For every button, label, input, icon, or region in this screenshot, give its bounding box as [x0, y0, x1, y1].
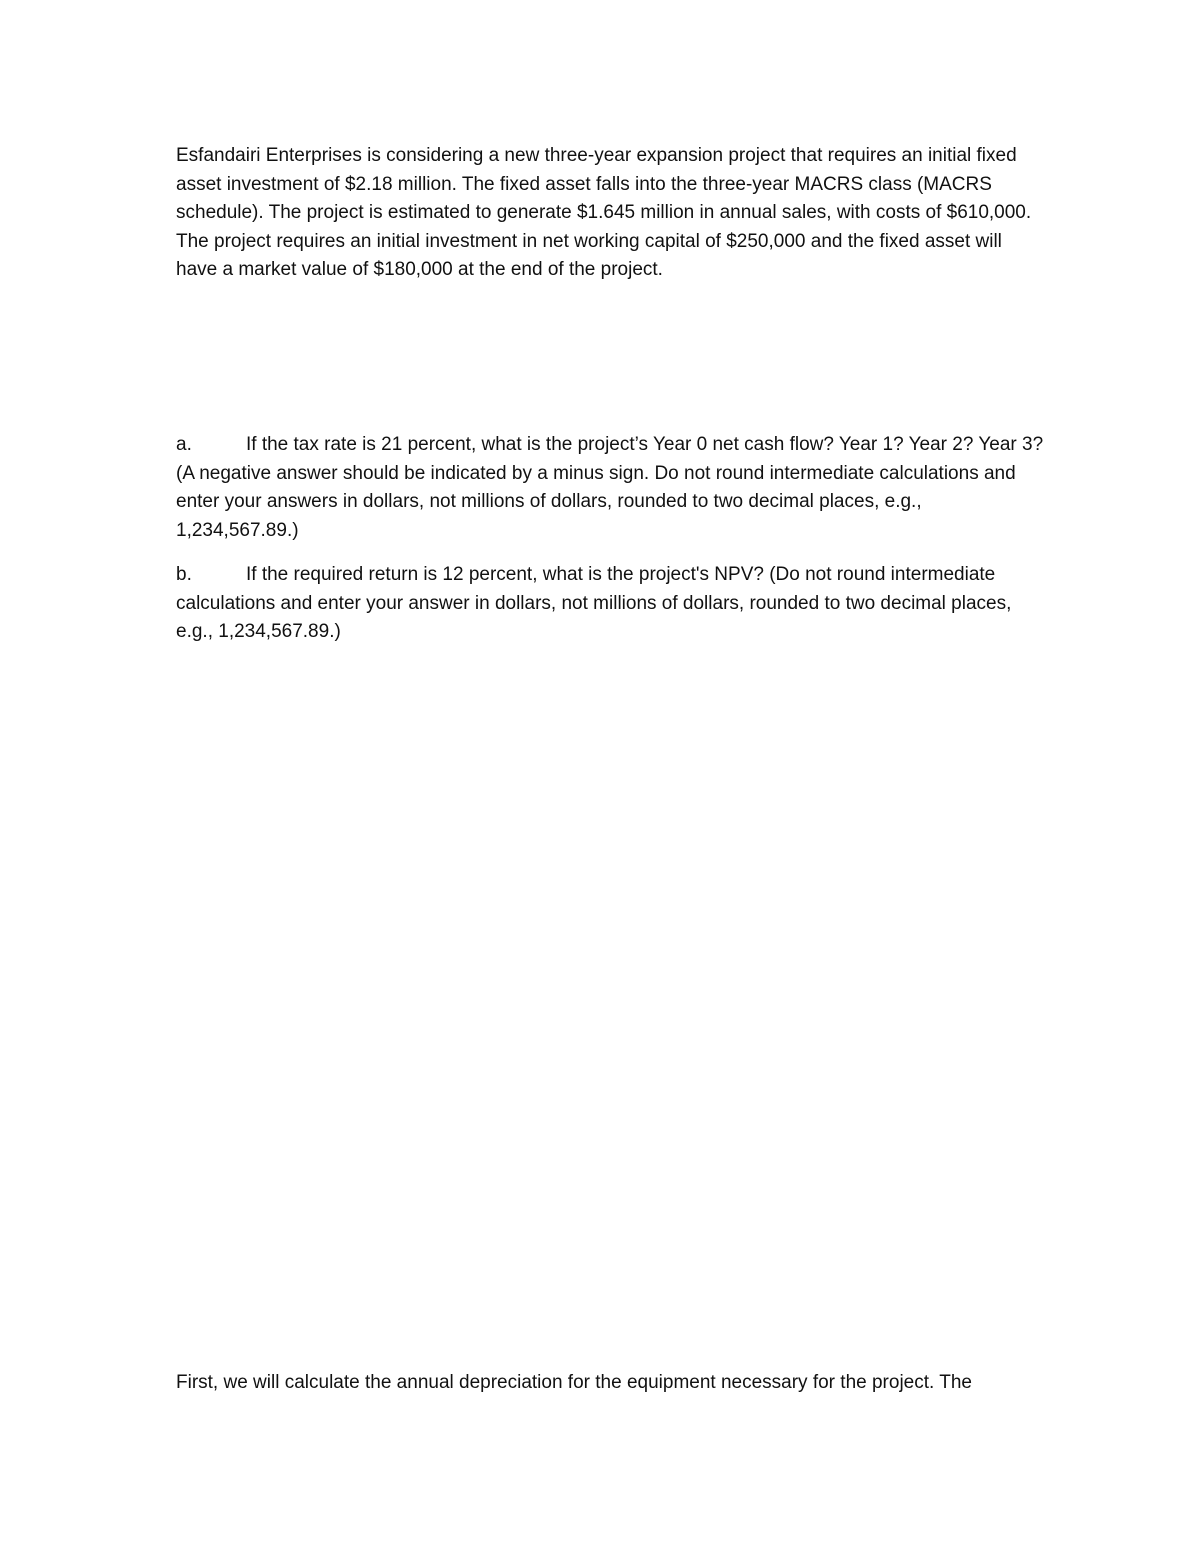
- question-a-text: If the tax rate is 21 percent, what is the project’s Year 0 net cash flow? Year 1? Year 2? Year 3? (A negative answer should be indicated by a minus sign. Do not round intermediate calculations and enter your answers in dollars, not millions of dollars, rounded to two decimal places, e.g., 1,234,567.89.): [176, 434, 1044, 541]
- intro-paragraph: Esfandairi Enterprises is considering a new three-year expansion project that requires an initial fixed asset investment of $2.18 million. The fixed asset falls into the three-year MACRS class (MACRS schedule). The project is estimated to generate $1.645 million in annual sales, with costs of $610,000. The project requires an initial investment in net working capital of $250,000 and the fixed asset will have a market value of $180,000 at the end of the project.: [176, 145, 1032, 280]
- question-b-text: If the required return is 12 percent, what is the project's NPV? (Do not round intermediate calculations and enter your answer in dollars, not millions of dollars, rounded to two decimal places, e.g., 1,234,567.89.): [176, 564, 1012, 642]
- continuation-line: First, we will calculate the annual depreciation for the equipment necessary for the project. The: [176, 1372, 972, 1393]
- question-b: [176, 561, 1046, 647]
- question-a: [176, 431, 1046, 545]
- question-b-label: b.: [176, 564, 192, 585]
- question-a-label: a.: [176, 434, 192, 455]
